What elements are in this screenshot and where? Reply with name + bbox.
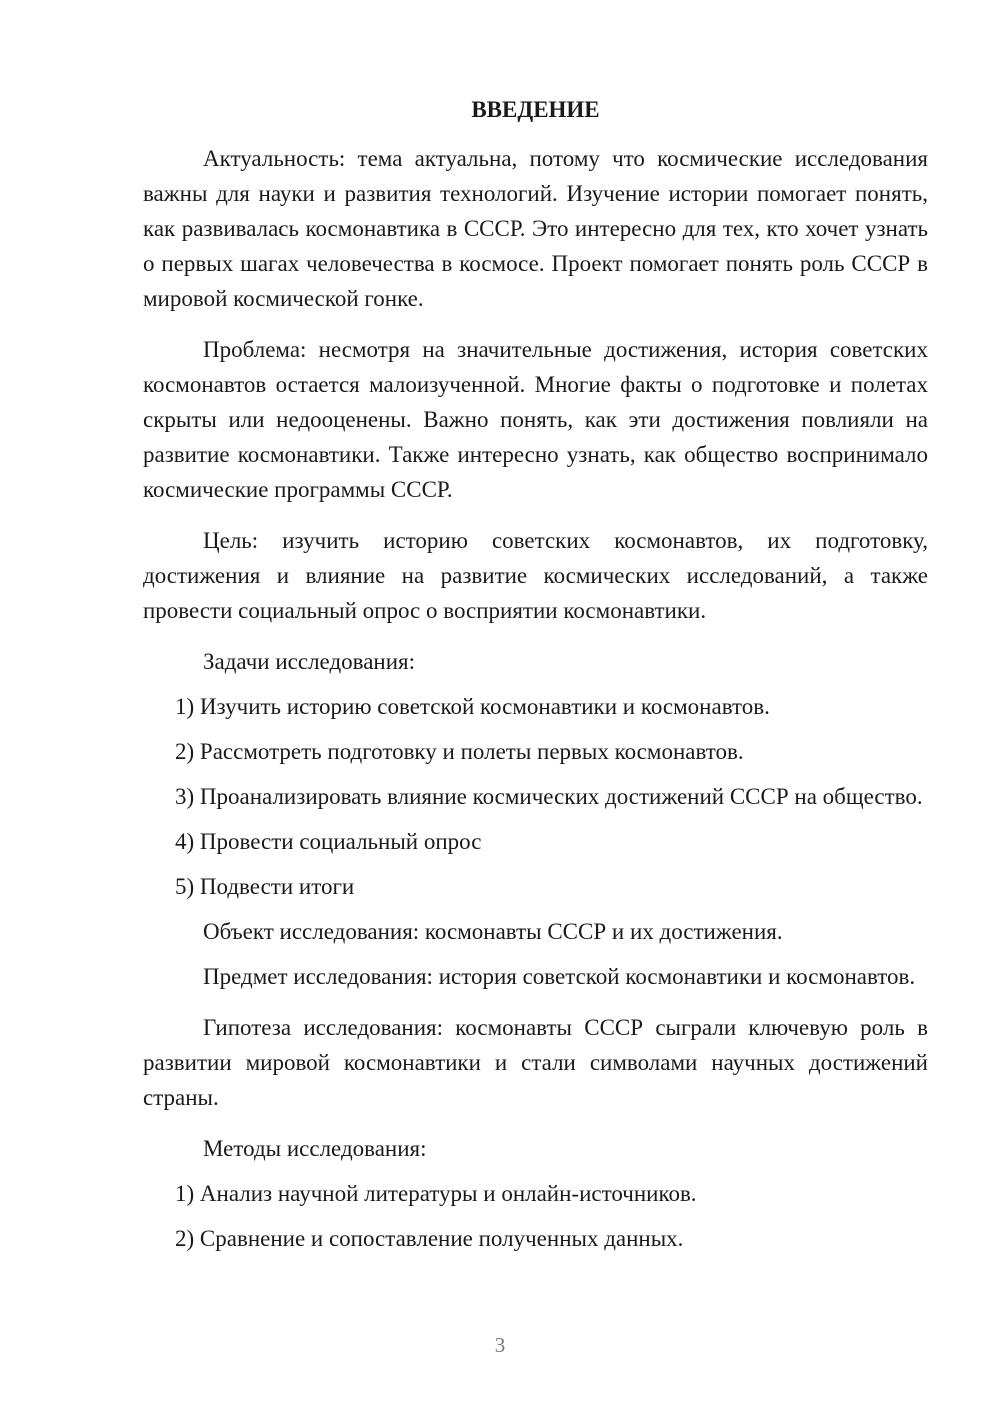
object-paragraph: Объект исследования: космонавты СССР и их достижения.	[203, 919, 783, 944]
method-item: 1) Анализ научной литературы и онлайн-источников.	[175, 1181, 697, 1206]
document-page	[143, 92, 928, 1266]
tasks-heading: Задачи исследования:	[203, 649, 416, 674]
task-item: 4) Провести социальный опрос	[175, 829, 482, 854]
methods-heading: Методы исследования:	[203, 1136, 427, 1161]
task-item: 2) Рассмотреть подготовку и полеты первых космонавтов.	[175, 739, 744, 764]
hypothesis-paragraph: Гипотеза исследования: космонавты СССР сыграли ключевую роль в развитии мировой космонавтики и стали символами научных достижений страны.	[143, 1015, 928, 1110]
problem-paragraph: Проблема: несмотря на значительные достижения, история советских космонавтов остается малоизученной. Многие факты о подготовке и полетах скрыты или недооценены. Важно понять, как эти достижения повлияли на развитие космонавтики. Также интересно узнать, как общество воспринимало космические программы СССР.	[143, 337, 928, 502]
task-item: 1) Изучить историю советской космонавтики и космонавтов.	[175, 694, 770, 719]
section-title: ВВЕДЕНИЕ	[471, 97, 600, 122]
relevance-paragraph: Актуальность: тема актуальна, потому что космические исследования важны для науки и развития технологий. Изучение истории помогает понять, как развивалась космонавтика в СССР. Это интересно для тех, кто хочет узнать о первых шагах человечества в космосе. Проект помогает понять роль СССР в мировой космической гонке.	[143, 146, 928, 311]
method-item: 2) Сравнение и сопоставление полученных данных.	[175, 1226, 684, 1251]
subject-paragraph: Предмет исследования: история советской космонавтики и космонавтов.	[203, 964, 916, 989]
goal-paragraph: Цель: изучить историю советских космонавтов, их подготовку, достижения и влияние на развитие космических исследований, а также провести социальный опрос о восприятии космонавтики.	[143, 528, 928, 623]
task-item: 5) Подвести итоги	[175, 874, 355, 899]
page-number: 3	[494, 1333, 506, 1357]
task-item: 3) Проанализировать влияние космических достижений СССР на общество.	[175, 784, 923, 809]
